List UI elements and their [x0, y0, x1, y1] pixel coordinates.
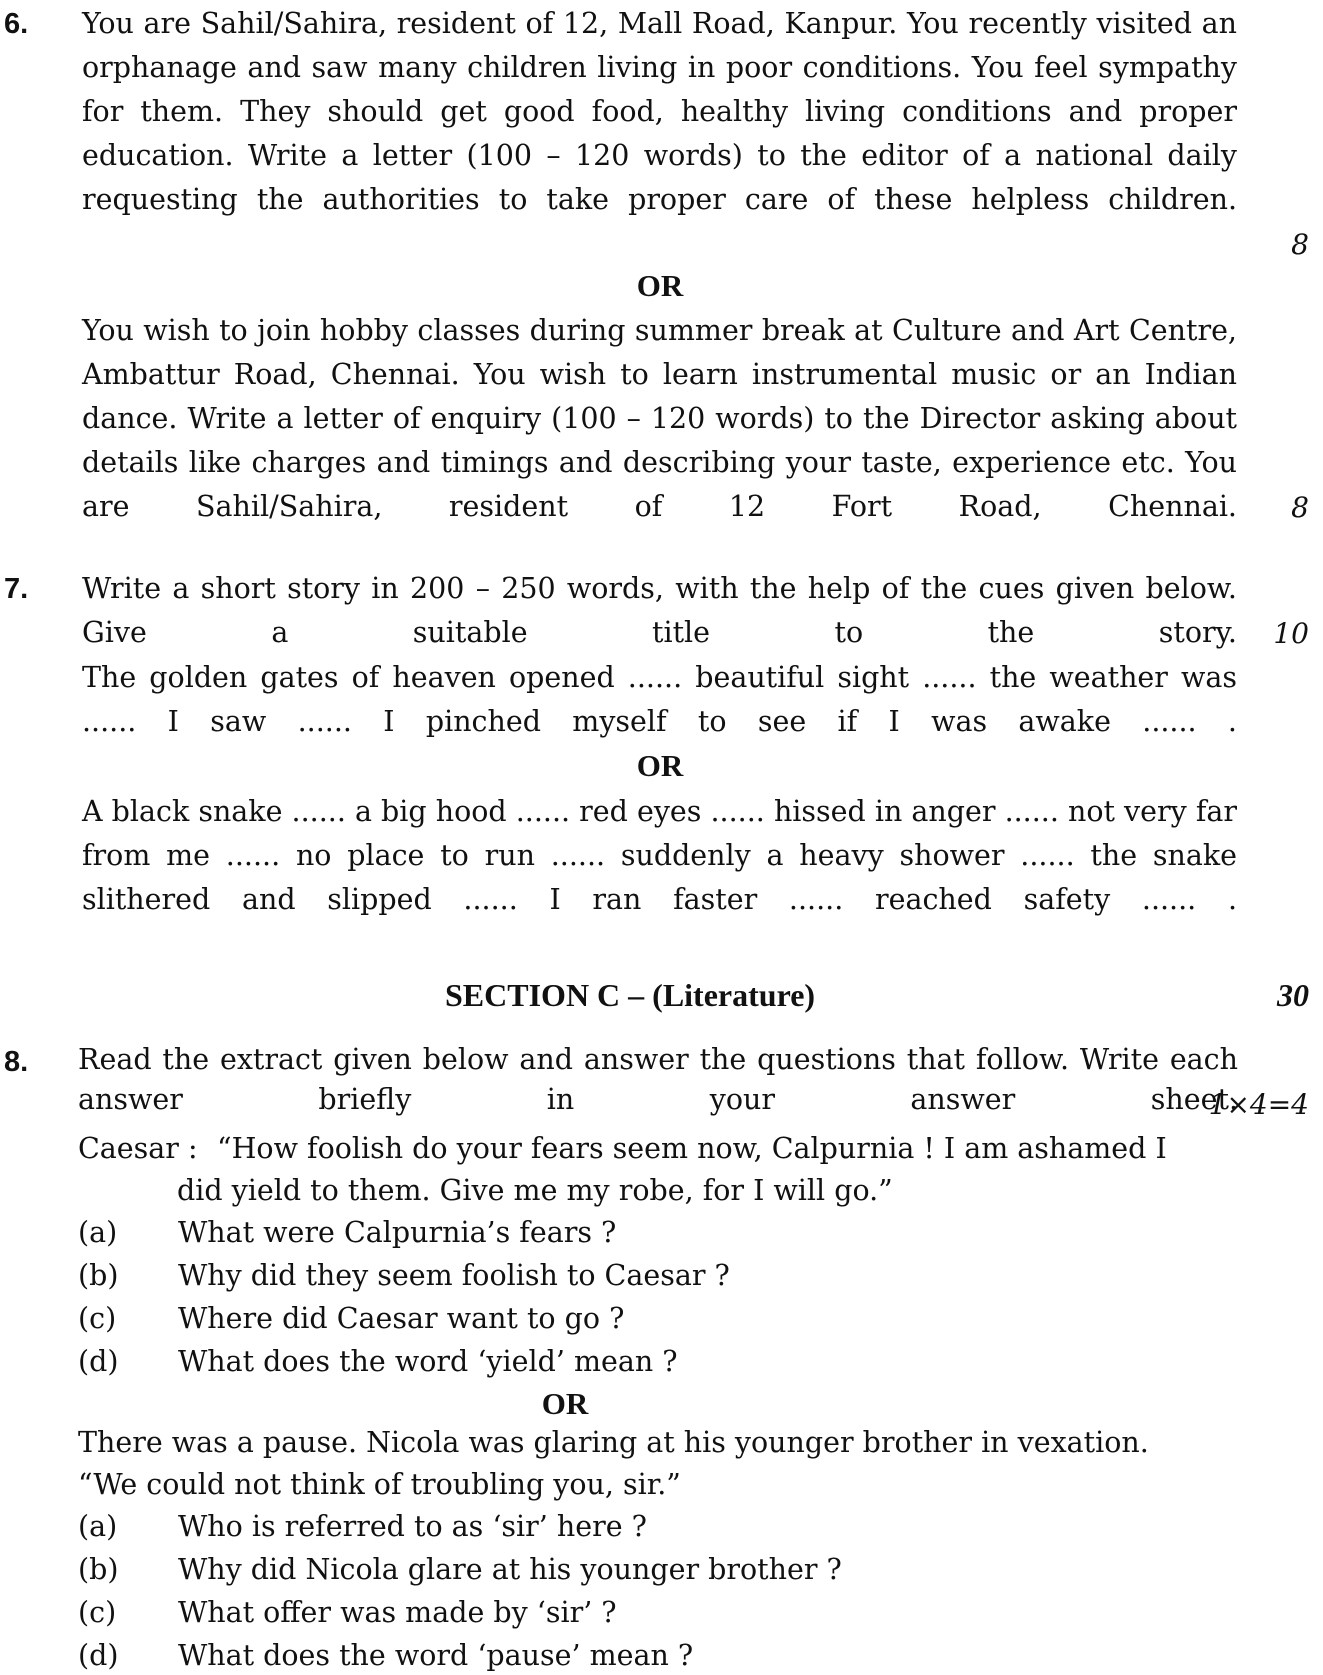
- extract-line-1: “How foolish do your fears seem now, Calpurnia ! I am ashamed I: [217, 1132, 1167, 1165]
- question-7-alt-cues: A black snake ...... a big hood ...... red eyes ...... hissed in anger ...... not very far from me ...... no place to run ...... suddenly a heavy shower ...... the snake slithered and slipped ...... I ran faster ...... reached safety ...... .: [82, 795, 1237, 916]
- option-label: (d): [78, 1345, 119, 1378]
- question-number-8: 8.: [4, 1046, 29, 1078]
- section-c-title: SECTION C – (Literature): [445, 977, 816, 1013]
- question-6-marks: 8: [1291, 228, 1309, 261]
- question-6-alt-marks: 8: [1291, 491, 1309, 524]
- option-label: (b): [78, 1259, 119, 1292]
- alt-option-label: (d): [78, 1639, 119, 1672]
- option-text: Why did they seem foolish to Caesar ?: [178, 1259, 730, 1292]
- question-6-or: OR: [636, 268, 684, 303]
- alt-option-label: (c): [78, 1596, 117, 1629]
- option-label: (a): [78, 1216, 118, 1249]
- alt-option-text: Why did Nicola glare at his younger brother ?: [178, 1553, 842, 1586]
- alt-option-label: (a): [78, 1510, 118, 1543]
- question-8-text: Read the extract given below and answer the questions that follow. Write each answer briefly in your answer sheet.: [78, 1043, 1238, 1116]
- alt-extract-line-2: “We could not think of troubling you, sir.”: [78, 1468, 681, 1501]
- question-6-text: You are Sahil/Sahira, resident of 12, Mall Road, Kanpur. You recently visited an orphanage and saw many children living in poor conditions. You feel sympathy for them. They should get good food, healthy living conditions and proper education. Write a letter (100 – 120 words) to the editor of a national daily requesting the authorities to take proper care of these helpless children.: [82, 7, 1237, 216]
- alt-extract-line-1: There was a pause. Nicola was glaring at his younger brother in vexation.: [78, 1426, 1149, 1459]
- option-text: What were Calpurnia’s fears ?: [178, 1216, 617, 1249]
- question-8-marks: 1×4=4: [1208, 1088, 1309, 1121]
- section-c-marks: 30: [1277, 977, 1309, 1013]
- option-text: Where did Caesar want to go ?: [178, 1302, 625, 1335]
- question-number-6: 6.: [4, 8, 29, 40]
- question-7-marks: 10: [1273, 617, 1309, 650]
- question-6-alt-text: You wish to join hobby classes during summer break at Culture and Art Centre, Ambattur Road, Chennai. You wish to learn instrumental music or an Indian dance. Write a letter of enquiry (100 – 120 words) to the Director asking about details like charges and timings and describing your taste, experience etc. You are Sahil/Sahira, resident of 12 Fort Road, Chennai.: [82, 314, 1237, 523]
- question-7-cues: The golden gates of heaven opened ...... beautiful sight ...... the weather was ...... I saw ...... I pinched myself to see if I was awake ...... .: [82, 661, 1237, 738]
- option-label: (c): [78, 1302, 117, 1335]
- alt-option-label: (b): [78, 1553, 119, 1586]
- alt-option-text: What does the word ‘pause’ mean ?: [178, 1639, 694, 1672]
- option-text: What does the word ‘yield’ mean ?: [178, 1345, 678, 1378]
- question-7-text: Write a short story in 200 – 250 words, with the help of the cues given below. Give a suitable title to the story.: [82, 572, 1237, 649]
- question-8-or: OR: [541, 1386, 589, 1421]
- extract-line-2: did yield to them. Give me my robe, for I will go.”: [177, 1174, 893, 1207]
- question-7-or: OR: [636, 748, 684, 783]
- question-number-7: 7.: [4, 573, 29, 605]
- alt-option-text: What offer was made by ‘sir’ ?: [178, 1596, 617, 1629]
- extract-speaker: Caesar :: [78, 1132, 198, 1165]
- alt-option-text: Who is referred to as ‘sir’ here ?: [178, 1510, 647, 1543]
